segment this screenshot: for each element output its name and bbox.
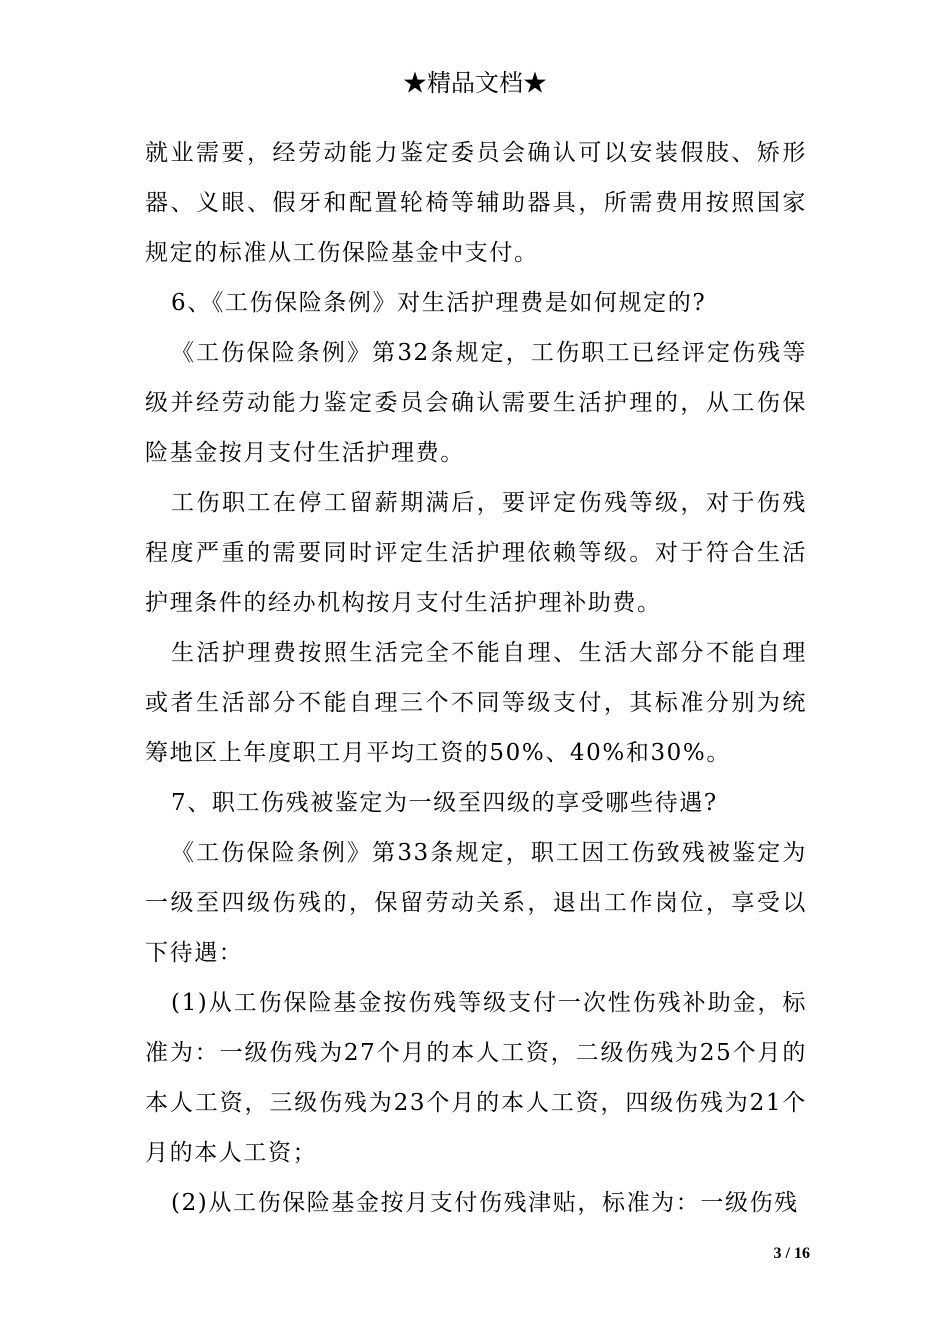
paragraph: 《工伤保险条例》第33条规定，职工因工伤致残被鉴定为一级至四级伤残的，保留劳动关系，退出工作岗位，享受以下待遇：	[145, 840, 807, 966]
question-heading: 7、职工伤残被鉴定为一级至四级的享受哪些待遇?	[171, 790, 718, 816]
page-number: 3 / 16	[773, 1245, 810, 1262]
document-body	[145, 128, 807, 1228]
paragraph: 生活护理费按照生活完全不能自理、生活大部分不能自理或者生活部分不能自理三个不同等级支付，其标准分别为统筹地区上年度职工月平均工资的50%、40%和30%。	[145, 640, 807, 766]
list-item: (1)从工伤保险基金按伤残等级支付一次性伤残补助金，标准为：一级伤残为27个月的本人工资，二级伤残为25个月的本人工资，三级伤残为23个月的本人工资，四级伤残为21个月的本人工资；	[145, 990, 807, 1166]
paragraph: 《工伤保险条例》第32条规定，工伤职工已经评定伤残等级并经劳动能力鉴定委员会确认需要生活护理的，从工伤保险基金按月支付生活护理费。	[145, 340, 807, 466]
question-heading: 6、《工伤保险条例》对生活护理费是如何规定的?	[171, 290, 707, 316]
list-item: (2)从工伤保险基金按月支付伤残津贴，标准为：一级伤残	[171, 1190, 799, 1216]
paragraph: 工伤职工在停工留薪期满后，要评定伤残等级，对于伤残程度严重的需要同时评定生活护理依赖等级。对于符合生活护理条件的经办机构按月支付生活护理补助费。	[145, 490, 807, 616]
paragraph: 就业需要，经劳动能力鉴定委员会确认可以安装假肢、矫形器、义眼、假牙和配置轮椅等辅助器具，所需费用按照国家规定的标准从工伤保险基金中支付。	[145, 140, 807, 266]
page-header: ★精品文档★	[403, 69, 547, 97]
